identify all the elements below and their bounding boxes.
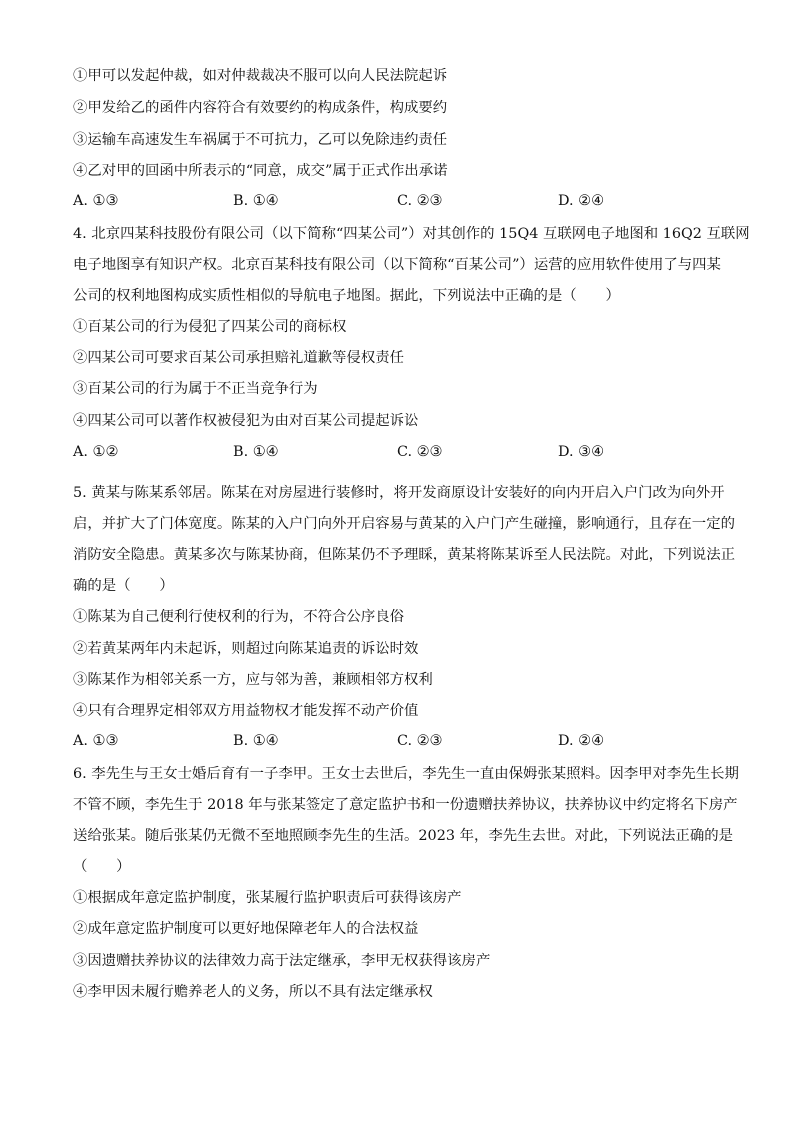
q3-statement-3: ③运输车高速发生车祸属于不可抗力，乙可以免除违约责任 <box>73 132 448 148</box>
q5-statement-1: ①陈某为自己便利行使权利的行为，不符合公序良俗 <box>73 609 404 625</box>
q4-stem-line-2: 电子地图享有知识产权。北京百某科技有限公司（以下简称“百某公司”）运营的应用软件使用了与四某 <box>73 257 721 273</box>
q5-stem-line-2: 启，并扩大了门体宽度。陈某的入户门向外开启容易与黄某的入户门产生碰撞，影响通行，且存在一定的 <box>73 516 735 532</box>
q4-statement-4: ④四某公司可以著作权被侵犯为由对百某公司提起诉讼 <box>73 413 419 429</box>
q5-statement-3: ③陈某作为相邻关系一方，应与邻为善，兼顾相邻方权利 <box>73 672 433 688</box>
q3-option-c: C. ②③ <box>397 193 443 209</box>
q5-stem-line-3: 消防安全隐患。黄某多次与陈某协商，但陈某仍不予理睬，黄某将陈某诉至人民法院。对此，下列说法正 <box>73 547 735 563</box>
q3-statement-4: ④乙对甲的回函中所表示的“同意，成交”属于正式作出承诺 <box>73 163 448 179</box>
q4-statement-2: ②四某公司可要求百某公司承担赔礼道歉等侵权责任 <box>73 350 404 366</box>
q4-option-d: D. ③④ <box>558 444 604 460</box>
q3-statement-1: ①甲可以发起仲裁，如对仲裁裁决不服可以向人民法院起诉 <box>73 68 448 84</box>
q6-stem-line-3: 送给张某。随后张某仍无微不至地照顾李先生的生活。2023 年，李先生去世。对此，下列说法正确的是 <box>73 828 733 844</box>
q4-options <box>73 442 733 462</box>
q4-option-a: A. ①② <box>73 444 119 460</box>
q5-option-a: A. ①③ <box>73 733 119 749</box>
q4-statement-1: ①百某公司的行为侵犯了四某公司的商标权 <box>73 319 347 335</box>
q5-option-d: D. ②④ <box>558 733 604 749</box>
q3-option-d: D. ②④ <box>558 193 604 209</box>
q5-statement-4: ④只有合理界定相邻双方用益物权才能发挥不动产价值 <box>73 703 419 719</box>
q3-option-b: B. ①④ <box>233 193 279 209</box>
q6-statement-2: ②成年意定监护制度可以更好地保障老年人的合法权益 <box>73 921 419 937</box>
q6-statement-4: ④李甲因未履行赡养老人的义务，所以不具有法定继承权 <box>73 984 433 1000</box>
q5-option-c: C. ②③ <box>397 733 443 749</box>
q5-stem-line-1: 5. 黄某与陈某系邻居。陈某在对房屋进行装修时，将开发商原设计安装好的向内开启入户门改为向外开 <box>73 485 725 501</box>
q4-option-b: B. ①④ <box>233 444 279 460</box>
q4-stem-line-3: 公司的权利地图构成实质性相似的导航电子地图。据此，下列说法中正确的是（ ） <box>73 288 620 304</box>
q6-stem-line-1: 6. 李先生与王女士婚后育有一子李甲。王女士去世后，李先生一直由保姆张某照料。因李甲对李先生长期 <box>73 766 739 782</box>
q5-statement-2: ②若黄某两年内未起诉，则超过向陈某追责的诉讼时效 <box>73 641 419 657</box>
q3-statement-2: ②甲发给乙的函件内容符合有效要约的构成条件，构成要约 <box>73 100 448 116</box>
q5-options <box>73 731 733 751</box>
q4-option-c: C. ②③ <box>397 444 443 460</box>
q6-stem-line-2: 不管不顾，李先生于 2018 年与张某签定了意定监护书和一份遗赠扶养协议，扶养协议中约定将名下房产 <box>73 797 738 813</box>
q6-stem-line-4: （ ） <box>73 859 131 875</box>
q4-statement-3: ③百某公司的行为属于不正当竞争行为 <box>73 381 318 397</box>
q5-option-b: B. ①④ <box>233 733 279 749</box>
q3-options <box>73 191 733 211</box>
q6-statement-3: ③因遗赠扶养协议的法律效力高于法定继承，李甲无权获得该房产 <box>73 953 491 969</box>
q6-statement-1: ①根据成年意定监护制度，张某履行监护职责后可获得该房产 <box>73 890 462 906</box>
q5-stem-line-4: 确的是（ ） <box>73 578 174 594</box>
q3-option-a: A. ①③ <box>73 193 119 209</box>
q4-stem-line-1: 4. 北京四某科技股份有限公司（以下简称“四某公司”）对其创作的 15Q4 互联网电子地图和 16Q2 互联网 <box>73 226 750 242</box>
